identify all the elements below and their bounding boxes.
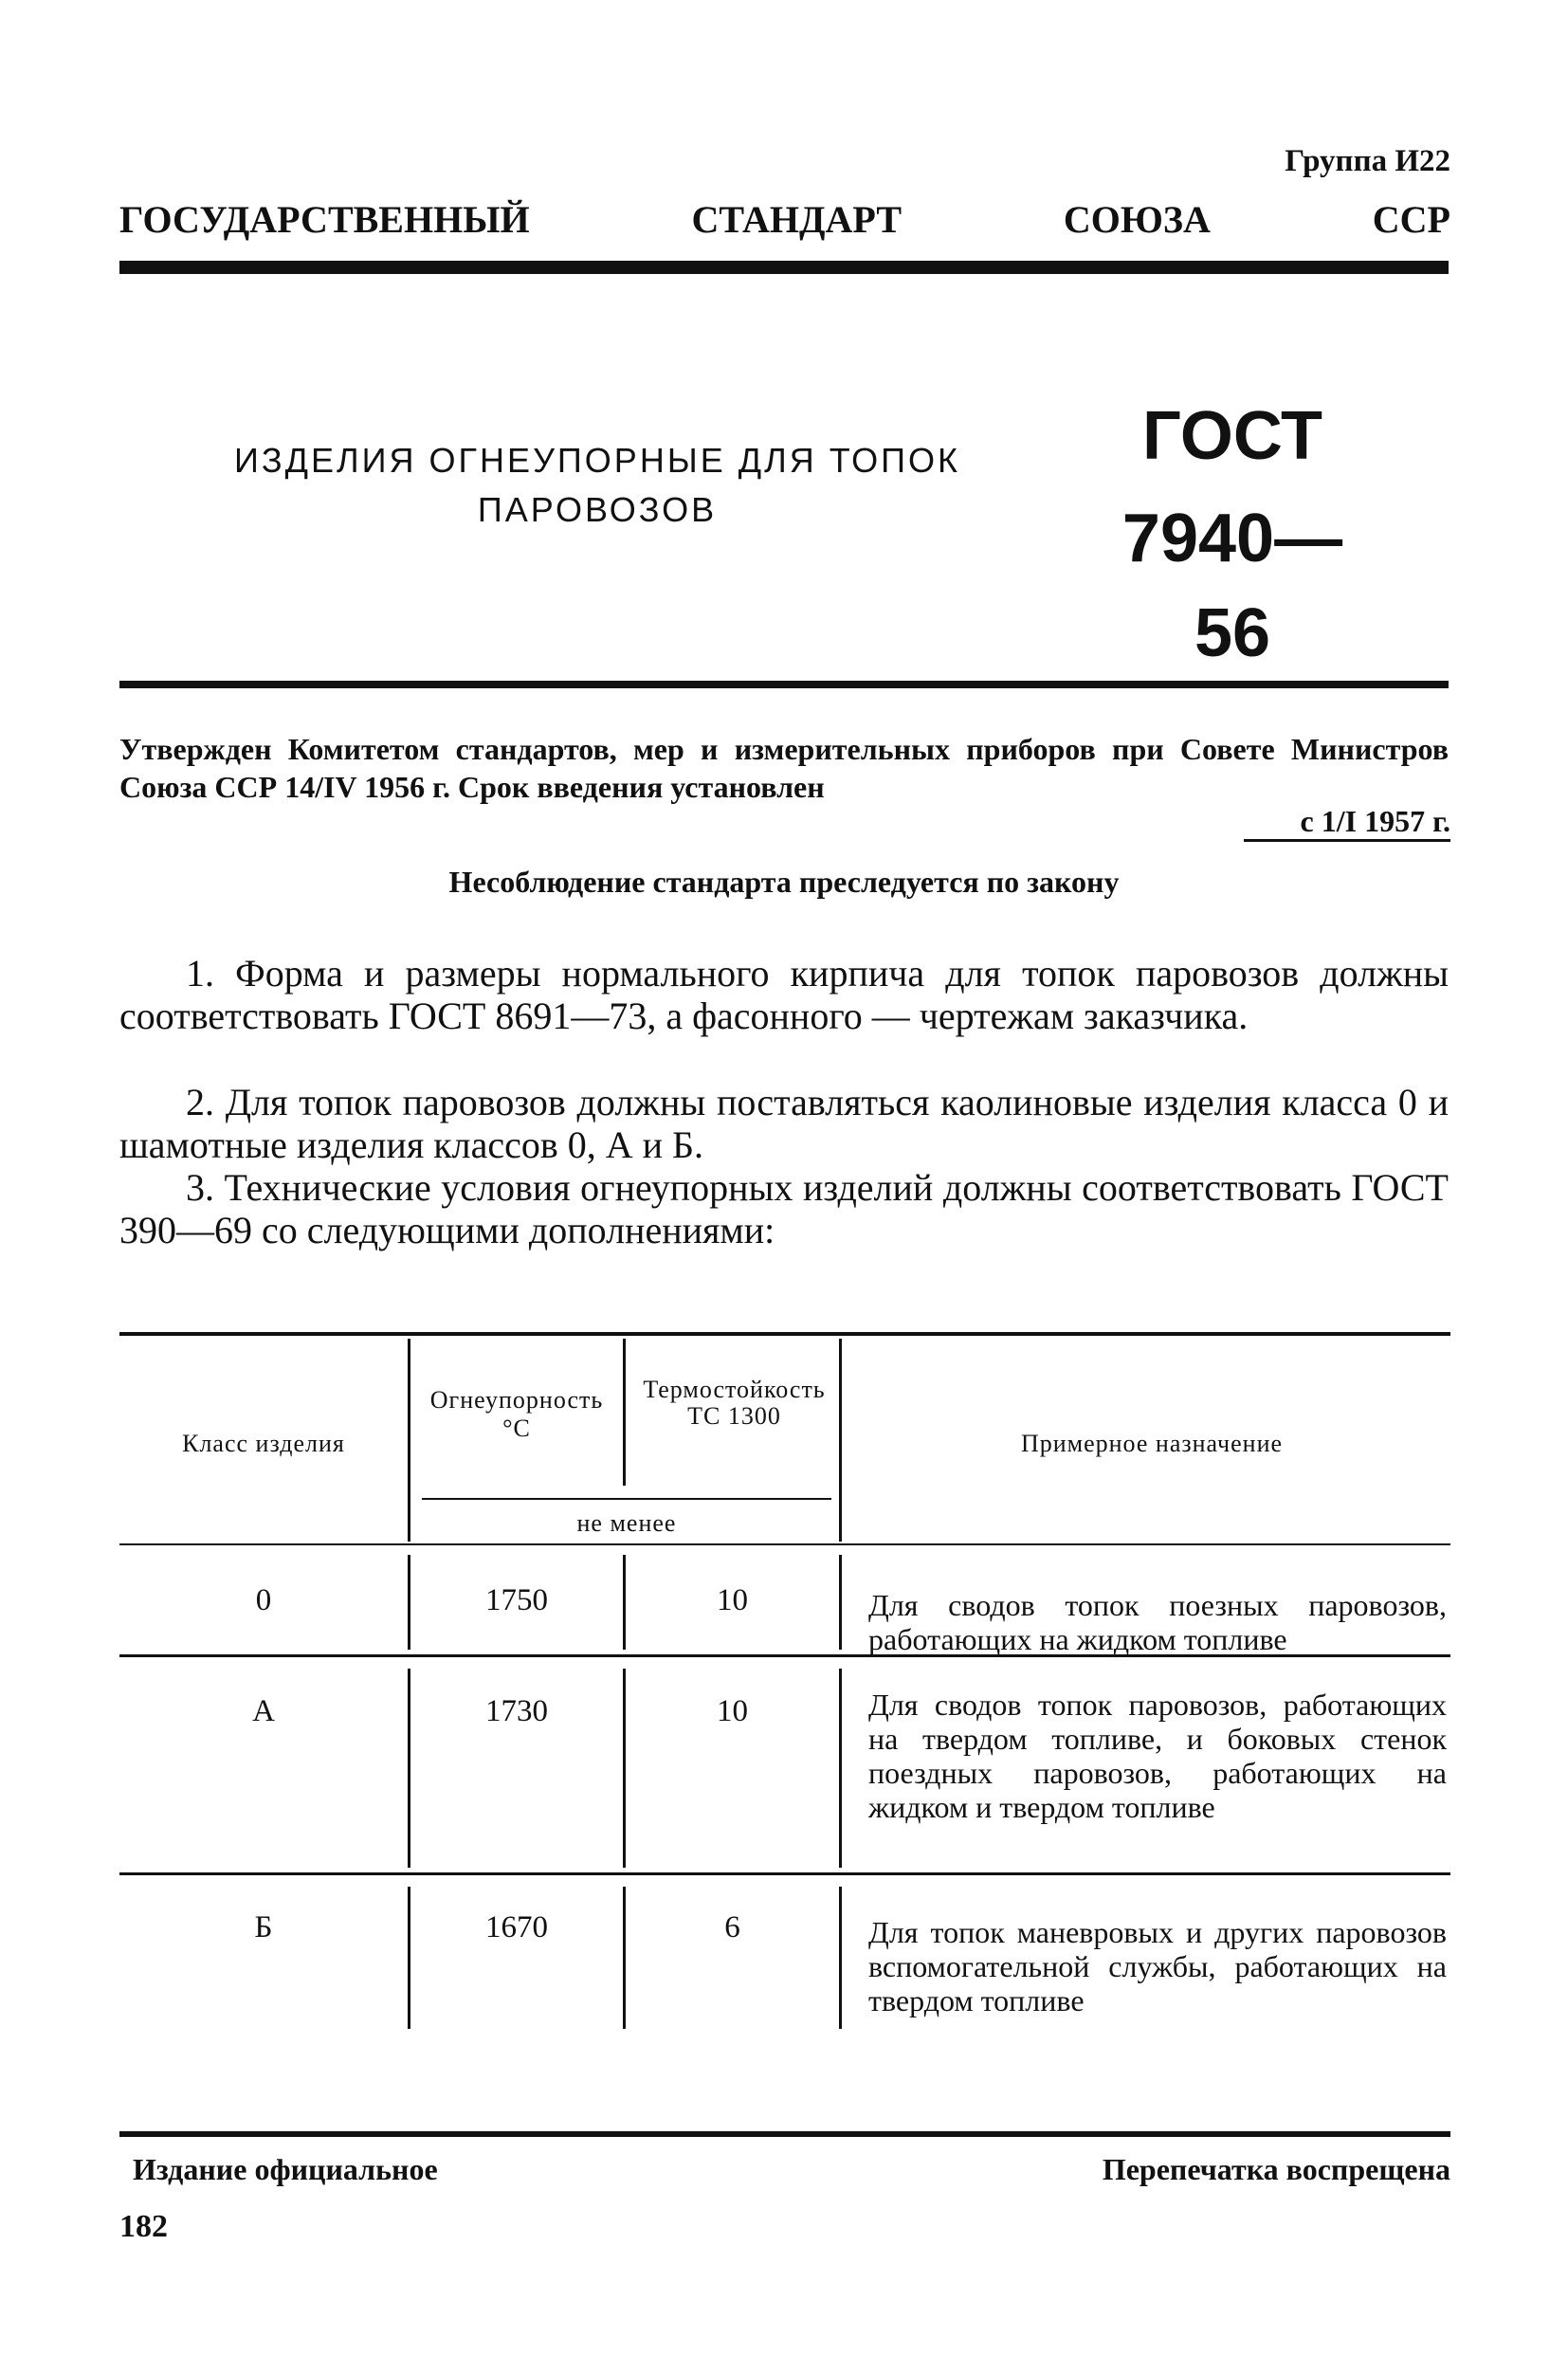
approval-text: Утвержден Комитетом стандартов, мер и измерительных приборов при Совете Министров Союза ССР 14/IV 1956 г. Срок введения установлен — [119, 732, 1449, 804]
group-code: Группа И22 — [1285, 144, 1450, 178]
table-header-rule — [119, 1543, 1450, 1551]
footer-rule — [119, 2131, 1450, 2137]
banner-word: ГОСУДАРСТВЕННЫЙ — [119, 198, 530, 241]
state-standard-banner — [119, 197, 1450, 242]
cell-thermal: 6 — [724, 1910, 740, 1944]
header-thermal: Термостойкость ТС 1300 — [643, 1376, 826, 1430]
page-number: 182 — [119, 2209, 168, 2244]
cell-refractoriness: 1670 — [485, 1910, 548, 1944]
column-divider — [408, 1339, 410, 1542]
document-title — [190, 436, 1005, 535]
header-rule — [119, 261, 1449, 274]
column-divider — [839, 1339, 842, 1542]
column-divider — [623, 1339, 626, 1486]
title-rule — [119, 681, 1449, 688]
table-top-rule — [119, 1332, 1450, 1336]
cell-purpose: Для топок маневровых и других паровозов вспомогательной службы, работающих на твердом топливе — [868, 1915, 1447, 2017]
column-divider — [623, 1887, 626, 2029]
banner-word: СТАНДАРТ — [691, 198, 903, 241]
title-line-1: ИЗДЕЛИЯ ОГНЕУПОРНЫЕ ДЛЯ ТОПОК — [234, 441, 960, 480]
header-class: Класс изделия — [182, 1430, 345, 1457]
paragraph-2 — [119, 1081, 1449, 1166]
cell-class: Б — [254, 1910, 273, 1944]
cell-class: 0 — [255, 1583, 272, 1617]
cell-thermal: 10 — [717, 1694, 748, 1728]
cell-class: А — [252, 1694, 275, 1728]
header-refractoriness: Огнеупорность °С — [429, 1386, 604, 1442]
column-divider — [408, 1887, 410, 2029]
row-divider — [119, 1872, 1450, 1875]
paragraph-text: 2. Для топок паровозов должны поставляться каолиновые изделия класса 0 и шамотные изделия классов 0, А и Б. — [119, 1081, 1449, 1166]
cell-thermal: 10 — [717, 1583, 748, 1617]
cell-refractoriness: 1750 — [485, 1583, 548, 1617]
paragraph-text: 1. Форма и размеры нормального кирпича для топок паровозов должны соответствовать ГОСТ 8691—73, а фасонного — чертежам заказчика. — [119, 952, 1449, 1037]
header-min-note: не менее — [576, 1509, 677, 1537]
paragraph-text: 3. Технические условия огнеупорных изделий должны соответствовать ГОСТ 390—69 со следующими дополнениями: — [119, 1166, 1449, 1251]
gost-number: 7940—56 — [1121, 501, 1343, 671]
reprint-prohibited-note: Перепечатка воспрещена — [1102, 2152, 1450, 2186]
cell-purpose: Для сводов топок поезных паровозов, работающих на жидком топливе — [868, 1588, 1447, 1656]
cell-refractoriness: 1730 — [485, 1694, 548, 1728]
effective-date: с 1/I 1957 г. — [1244, 804, 1450, 842]
banner-word: СОЮЗА — [1063, 198, 1211, 241]
header-subrule — [422, 1498, 831, 1500]
legal-notice: Несоблюдение стандарта преследуется по закону — [448, 865, 1120, 899]
title-line-2: ПАРОВОЗОВ — [477, 490, 718, 529]
gost-label: ГОСТ — [1141, 398, 1323, 474]
official-edition-note: Издание официальное — [133, 2152, 438, 2186]
banner-word: ССР — [1372, 198, 1450, 241]
cell-purpose: Для сводов топок паровозов, работающих на твердом топливе, и боковых стенок поездных паровозов, работающих на жидком и твердом топливе — [868, 1688, 1447, 1824]
paragraph-3 — [119, 1166, 1449, 1251]
paragraph-1 — [119, 952, 1449, 1037]
header-purpose: Примерное назначение — [1020, 1430, 1284, 1457]
